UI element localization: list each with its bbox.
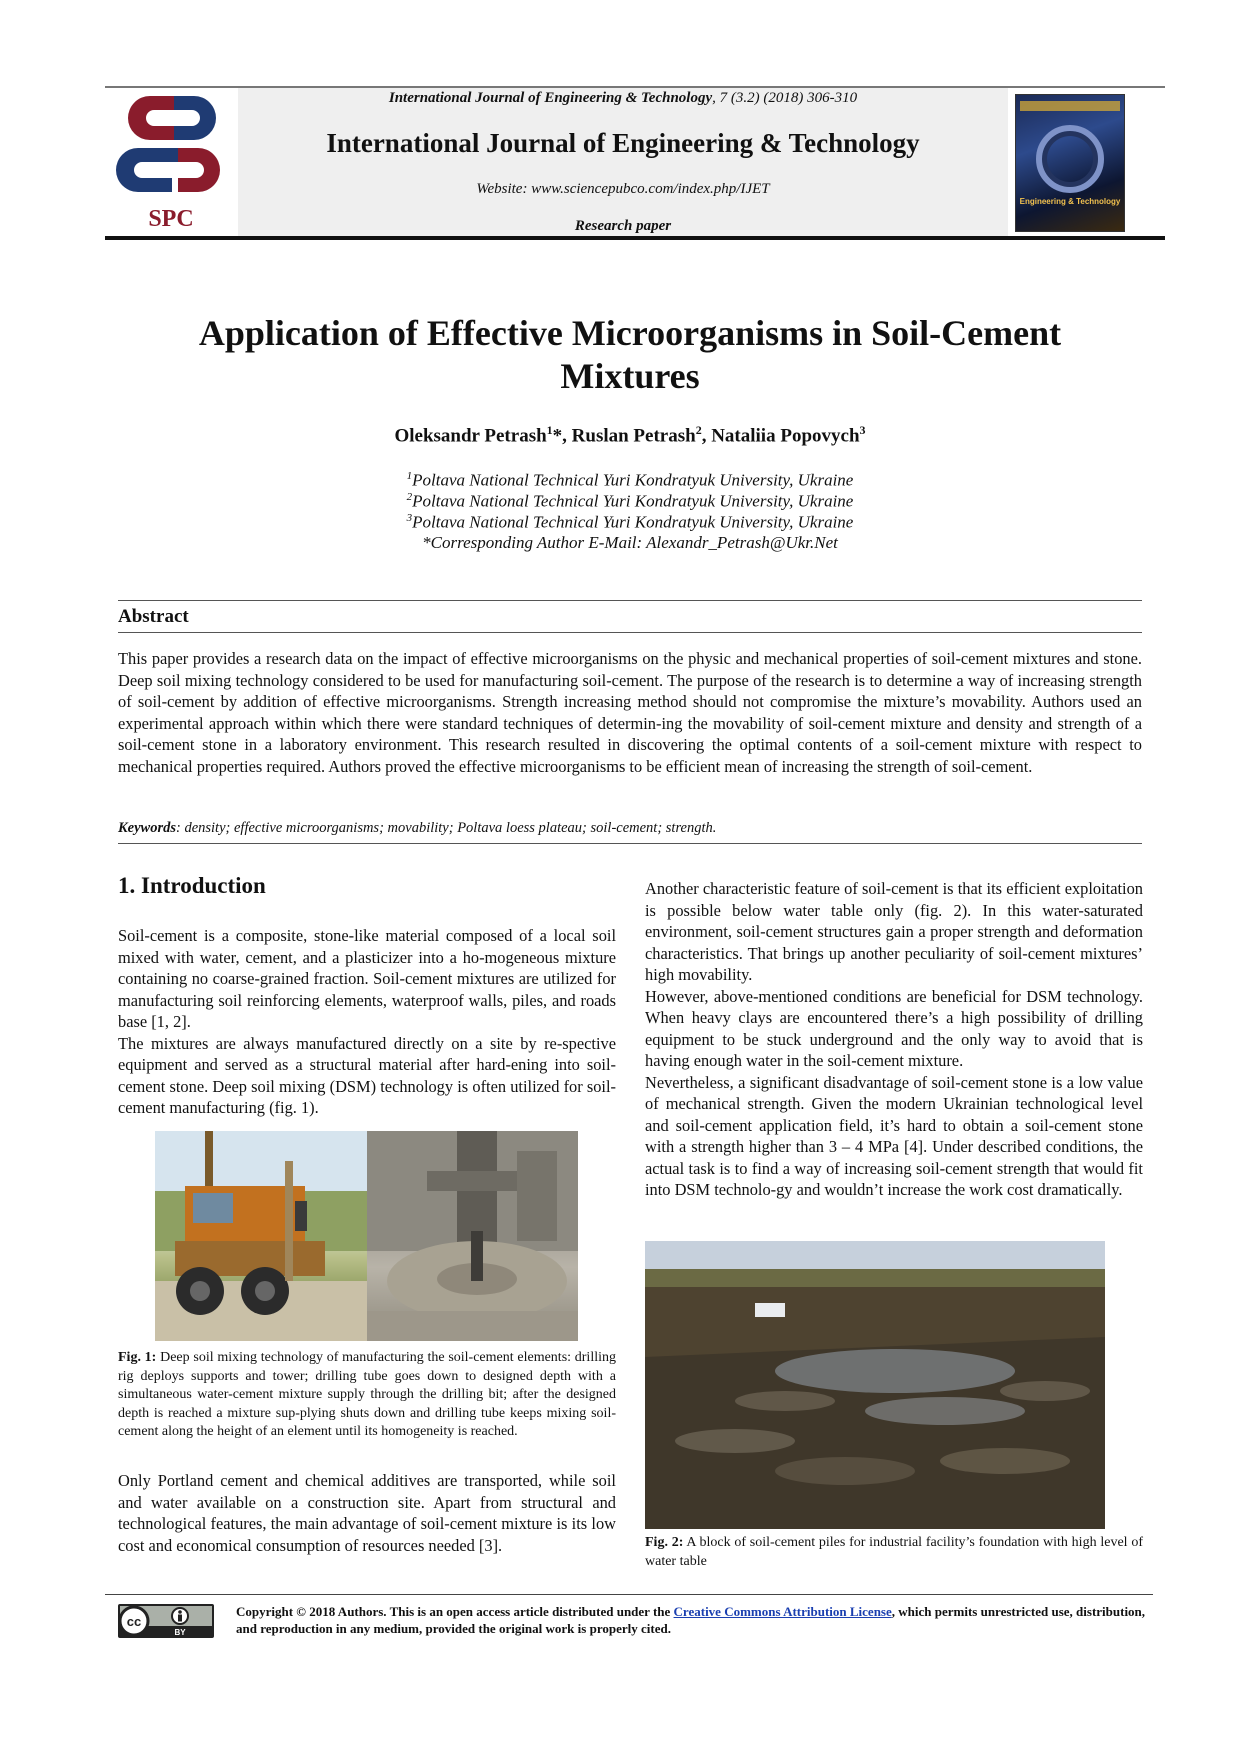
- copyright-pre: Copyright © 2018 Authors. This is an open access article distributed under the: [236, 1604, 674, 1619]
- author-name: Oleksandr Petrash: [394, 425, 547, 447]
- cc-by-text: BY: [174, 1628, 186, 1637]
- figure-1-drilling-tube-photo: [367, 1131, 578, 1341]
- affiliation-text: Poltava National Technical Yuri Kondratyuk University, Ukraine: [412, 491, 854, 511]
- paper-title-line1: Application of Effective Microorganisms in Soil-Cement: [198, 313, 1062, 353]
- paragraph: Another characteristic feature of soil-cement is that its efficient exploitation is possible below water table only (fig. 2). In this water-saturated environment, soil-cement structures gain a proper strength and deformation characteristics. That brings up another peculiarity of soil-cement mixtures’ high movability.: [645, 879, 1143, 984]
- copyright-notice: [236, 1603, 1146, 1637]
- intro-left-bottom: [118, 1470, 616, 1556]
- header-top-rule: [105, 86, 1165, 88]
- author-name: Ruslan Petrash: [571, 425, 696, 447]
- header-band: [238, 88, 1008, 236]
- journal-cover-image: [1015, 94, 1125, 232]
- intro-left-top: [118, 925, 616, 1119]
- affiliation-text: Poltava National Technical Yuri Kondratyuk University, Ukraine: [412, 512, 854, 532]
- figure-2-soil-cement-piles-photo: [645, 1241, 1105, 1529]
- affiliation: [120, 512, 1140, 533]
- intro-right: [645, 878, 1143, 1201]
- cover-banner: [1020, 101, 1120, 111]
- author-name: Nataliia Popovych: [711, 425, 860, 447]
- figure-1-caption-text: Deep soil mixing technology of manufacturing the soil-cement elements: drilling rig deploys supports and tower; drilling tube goes down to designed depth with a simultaneous water-cement mixture supply through the drilling bit; after the designed depth is reached a mixture sup-plying shuts down and drilling tube keeps mixing soil-cement along the height of an element until its homogeneity is reached.: [118, 1350, 616, 1439]
- cover-ring-graphic: [1036, 125, 1104, 193]
- figure-1-label: Fig. 1:: [118, 1350, 157, 1365]
- abstract-top-rule: [118, 600, 1142, 601]
- paragraph: Only Portland cement and chemical additives are transported, while soil and water available on a construction site. Apart from structural and technological features, the main advantage of soil-cement mixture is its low cost and economical consumption of resources needed [3].: [118, 1471, 616, 1555]
- abstract-bottom-rule: [118, 843, 1142, 844]
- keywords-label: Keywords: [118, 820, 176, 836]
- header-bottom-rule: [105, 236, 1165, 240]
- affiliation: [120, 470, 1140, 491]
- affiliation-sup: 2: [406, 491, 413, 503]
- figure-1-caption: [118, 1349, 616, 1442]
- journal-citation: [238, 90, 1008, 107]
- section-heading-introduction: 1. Introduction: [118, 873, 266, 898]
- author-sep: ,: [701, 425, 712, 447]
- citation-journal: International Journal of Engineering & Technology: [388, 90, 713, 106]
- corresponding-author: *Corresponding Author E-Mail: Alexandr_Petrash@Ukr.Net: [422, 533, 838, 552]
- copyright-post: , which permits unrestricted use, distribution, and reproduction in any medium, provided the original work is properly cited.: [236, 1604, 1146, 1636]
- figure-2-caption-text: A block of soil-cement piles for industrial facility’s foundation with high level of water table: [645, 1535, 1143, 1569]
- journal-website[interactable]: Website: www.sciencepubco.com/index.php/IJET: [476, 181, 770, 197]
- affiliation: [120, 491, 1140, 512]
- figure-2-label: Fig. 2:: [645, 1535, 684, 1550]
- keywords: [118, 820, 1142, 837]
- spc-logo: [112, 92, 230, 232]
- paper-title-line2: Mixtures: [560, 356, 700, 396]
- figure-2-caption: [645, 1534, 1143, 1571]
- author-list: [120, 423, 1140, 447]
- cover-title: Engineering & Technology: [1019, 197, 1121, 206]
- affiliation-sup: 3: [406, 512, 413, 524]
- paragraph: However, above-mentioned conditions are beneficial for DSM technology. When heavy clays are encountered there’s a high possibility of drilling equipment to be stuck underground and the only way to avoid that is having enough water in the soil-cement mixture.: [645, 986, 1143, 1070]
- drilling-tube-illustration: [367, 1131, 578, 1341]
- citation-volume: , 7 (3.2) (2018) 306-310: [712, 90, 858, 106]
- author-sup: 2: [695, 423, 702, 437]
- paragraph: The mixtures are always manufactured directly on a site by re-spective equipment and served as a structural material after hard-ening into soil-cement stone. Deep soil mixing (DSM) technology is often utilized for soil-cement manufacturing (fig. 1).: [118, 1033, 616, 1117]
- svg-text:cc: cc: [126, 1614, 142, 1629]
- paragraph: Soil-cement is a composite, stone-like material composed of a local soil mixed with water, cement, and a plasticizer into a ho-mogeneous mixture containing no coarse-grained fraction. Soil-cement mixtures are utilized for manufacturing soil reinforcing elements, waterproof walls, piles, and roads base [1, 2].: [118, 926, 616, 1031]
- affiliation-sup: 1: [406, 470, 413, 482]
- drilling-rig-illustration: [155, 1131, 367, 1341]
- author-sep: *,: [552, 425, 572, 447]
- affiliation-text: Poltava National Technical Yuri Kondratyuk University, Ukraine: [412, 470, 854, 490]
- abstract-body: This paper provides a research data on the impact of effective microorganisms on the physic and mechanical properties of soil-cement mixtures and stone. Deep soil mixing technology considered to be used for manufacturing soil-cement. The purpose of the research is to determine a way of increasing strength of soil-cement by addition of effective microorganisms. Strength increasing method should not compromise the mixture’s movability. Authors used an experimental approach within which there were standard techniques of determin-ing the movability of soil-cement mixture and density and strength of a soil-cement stone in a laboratory environment. This research resulted in discovering the optimal contents of a soil-cement mixture with respect to mechanical properties required. Authors proved the effective microorganisms to be efficient mean of increasing the strength of soil-cement.: [118, 649, 1142, 776]
- abstract-heading-rule: [118, 632, 1142, 633]
- spc-logo-text: SPC: [148, 206, 194, 232]
- soil-cement-piles-illustration: [645, 1241, 1105, 1529]
- paper-type: Research paper: [574, 218, 672, 234]
- author-sup: 1: [546, 423, 553, 437]
- keywords-list: : density; effective microorganisms; movability; Poltava loess plateau; soil-cement; strength.: [176, 820, 717, 836]
- footer-rule: [105, 1594, 1153, 1595]
- figure-1-drilling-rig-photo: [155, 1131, 367, 1341]
- cc-by-license-icon[interactable]: [118, 1604, 214, 1638]
- abstract-heading: Abstract: [118, 606, 189, 627]
- author-sup: 3: [859, 423, 866, 437]
- paragraph: Nevertheless, a significant disadvantage of soil-cement stone is a low value of mechanical strength. Given the modern Ukrainian technological level and soil-cement application field, it’s hard to obtain a soil-cement stone with a strength higher than 3 – 4 MPa [4]. Under described conditions, the actual task is to find a way of increasing soil-cement strength that would fit into DSM technolo-gy and wouldn’t increase the work cost dramatically.: [645, 1072, 1143, 1199]
- paper-title: [120, 312, 1140, 398]
- journal-title: International Journal of Engineering & Technology: [326, 128, 920, 158]
- license-link[interactable]: Creative Commons Attribution License: [673, 1604, 892, 1619]
